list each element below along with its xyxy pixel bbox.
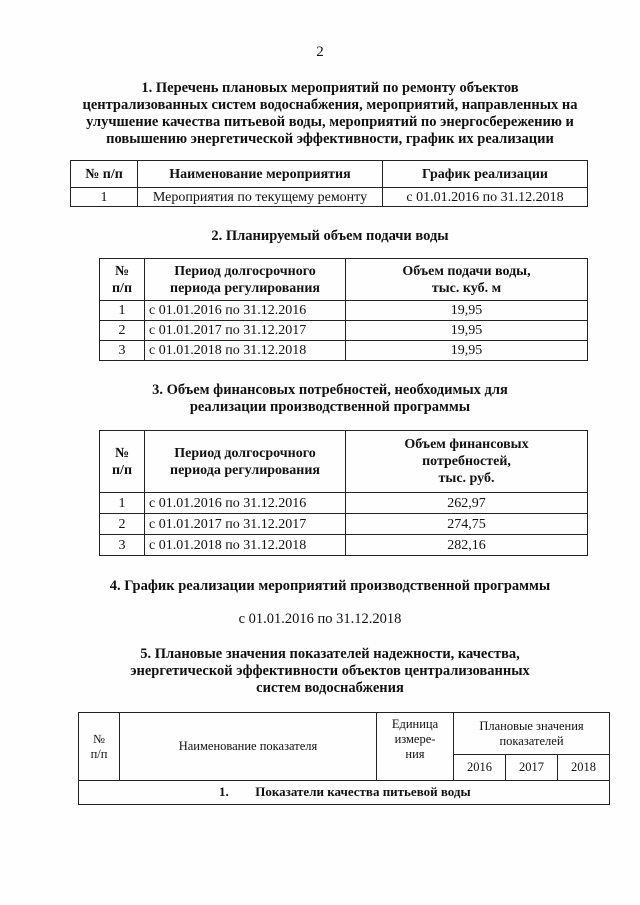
- table-row: [100, 301, 588, 321]
- financial-needs-table: [99, 430, 588, 556]
- table-row: [100, 535, 588, 556]
- col-header-num: № п/п: [71, 161, 138, 188]
- col-header-schedule: График реализации: [383, 161, 588, 188]
- col-header-num: № п/п: [100, 431, 145, 493]
- section-4-title: 4. График реализации мероприятий производственной программы: [109, 578, 551, 594]
- section-1-title: 1. Перечень плановых мероприятий по ремонту объектов централизованных систем водоснабжения, мероприятий, направленных на улучшение качества питьевой воды, мероприятий по энергосбережению и повышению энергетической эффективности, график их реализации: [82, 80, 578, 147]
- table-row: [71, 188, 588, 207]
- section-2-title: 2. Планируемый объем подачи воды: [211, 228, 449, 244]
- cell: 1: [71, 188, 138, 207]
- page-number: 2: [316, 44, 324, 60]
- cell: с 01.01.2017 по 31.12.2017: [145, 514, 346, 535]
- col-header-year-2016: 2016: [454, 755, 506, 781]
- section-4-period: с 01.01.2016 по 31.12.2018: [238, 611, 402, 627]
- activities-table: [70, 160, 588, 207]
- table-row: [100, 341, 588, 361]
- subsection-row: [79, 781, 610, 805]
- col-header-unit: Единица измере- ния: [377, 713, 454, 781]
- cell: с 01.01.2016 по 31.12.2018: [383, 188, 588, 207]
- section-3-title: 3. Объем финансовых потребностей, необходимых для реализации производственной программы: [152, 382, 508, 415]
- col-header-year-2018: 2018: [558, 755, 610, 781]
- table-row: [100, 514, 588, 535]
- cell: с 01.01.2017 по 31.12.2017: [145, 321, 346, 341]
- cell: Мероприятия по текущему ремонту: [138, 188, 383, 207]
- cell: 1: [100, 493, 145, 514]
- cell: 19,95: [346, 301, 588, 321]
- col-header-activity: Наименование мероприятия: [138, 161, 383, 188]
- col-header-volume: Объем подачи воды, тыс. куб. м: [346, 259, 588, 301]
- water-supply-table: [99, 258, 588, 361]
- section-5-title: 5. Плановые значения показателей надежности, качества, энергетической эффективности объектов централизованных систем водоснабжения: [130, 646, 530, 696]
- cell: 3: [100, 341, 145, 361]
- cell: 274,75: [346, 514, 588, 535]
- col-header-financial: Объем финансовых потребностей, тыс. руб.: [346, 431, 588, 493]
- cell: 262,97: [346, 493, 588, 514]
- col-header-year-2017: 2017: [506, 755, 558, 781]
- col-header-indicator: Наименование показателя: [120, 713, 377, 781]
- table-row: [100, 493, 588, 514]
- col-header-num: № п/п: [100, 259, 145, 301]
- cell: 19,95: [346, 321, 588, 341]
- col-header-period: Период долгосрочного периода регулирования: [145, 431, 346, 493]
- cell: с 01.01.2018 по 31.12.2018: [145, 341, 346, 361]
- subsection-number: 1.: [219, 784, 229, 799]
- cell: 19,95: [346, 341, 588, 361]
- cell: 3: [100, 535, 145, 556]
- cell: 2: [100, 514, 145, 535]
- table-row: [100, 321, 588, 341]
- cell: 282,16: [346, 535, 588, 556]
- col-header-num: № п/п: [79, 713, 120, 781]
- col-header-planned-values: Плановые значения показателей: [454, 713, 610, 755]
- cell: 2: [100, 321, 145, 341]
- cell: 1: [100, 301, 145, 321]
- col-header-period: Период долгосрочного периода регулирования: [145, 259, 346, 301]
- cell: с 01.01.2016 по 31.12.2016: [145, 493, 346, 514]
- cell: с 01.01.2016 по 31.12.2016: [145, 301, 346, 321]
- subsection-title: Показатели качества питьевой воды: [255, 784, 471, 799]
- cell: с 01.01.2018 по 31.12.2018: [145, 535, 346, 556]
- indicators-table: [78, 712, 610, 805]
